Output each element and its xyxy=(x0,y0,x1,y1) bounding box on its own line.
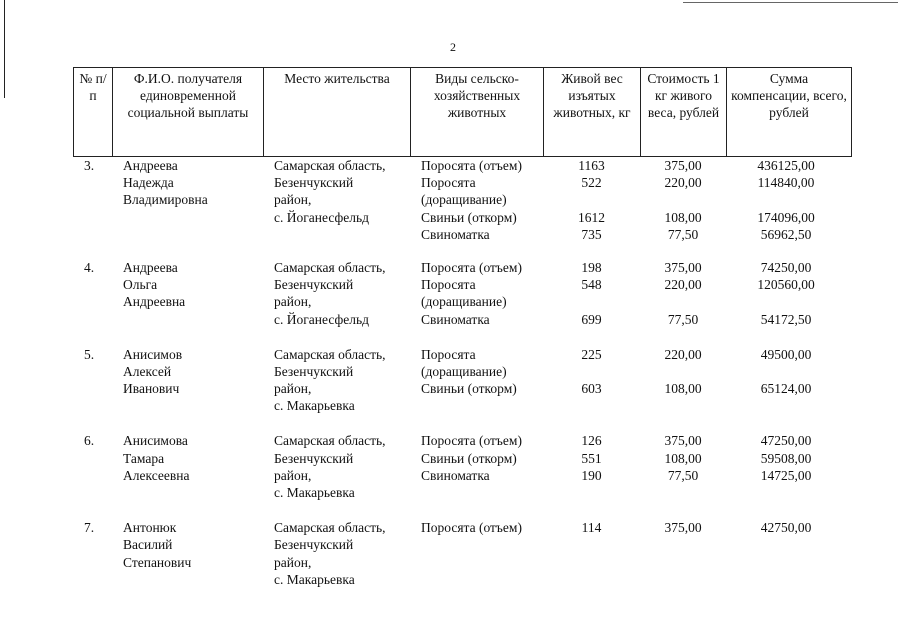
cell-price: 220,00 xyxy=(664,175,702,191)
header-price: Стоимость 1 кг живого веса, рублей xyxy=(641,68,727,157)
cell-total: 436125,00 xyxy=(757,158,815,173)
cell-kind: Свиньи (откорм) xyxy=(421,450,517,466)
cell-place: Безенчукский xyxy=(274,537,354,553)
cell-weight: 126 xyxy=(581,433,602,449)
record-line xyxy=(73,191,851,208)
cell-weight: 735 xyxy=(581,226,602,242)
cell-place: Безенчукский xyxy=(274,175,354,191)
cell-total: 65124,00 xyxy=(760,381,812,397)
cell-kind: Свиньи (откорм) xyxy=(421,209,517,225)
cell-name: Надежда xyxy=(123,175,174,191)
page-number: 2 xyxy=(450,40,456,54)
cell-place: Безенчукский xyxy=(274,363,354,379)
cell-total: 47250,00 xyxy=(760,433,812,449)
record-4 xyxy=(73,432,851,501)
cell-weight: 522 xyxy=(581,175,602,191)
record-line xyxy=(73,311,851,328)
cell-kind: (доращивание) xyxy=(421,192,507,208)
record-line xyxy=(73,536,851,553)
cell-kind: Поросята xyxy=(421,175,476,191)
top-rule-line xyxy=(683,2,898,3)
cell-num: 7. xyxy=(84,520,95,536)
cell-kind: Поросята (отъем) xyxy=(421,520,522,536)
cell-name: Алексеевна xyxy=(123,467,190,483)
cell-total: 14725,00 xyxy=(760,467,812,483)
cell-name: Анисимова xyxy=(123,433,188,449)
cell-total: 42750,00 xyxy=(760,520,812,536)
record-line xyxy=(73,484,851,501)
record-2 xyxy=(73,259,851,328)
cell-price: 375,00 xyxy=(664,520,702,536)
cell-place: с. Макарьевка xyxy=(274,571,355,587)
header-weight: Живой вес изъятых животных, кг xyxy=(544,68,641,157)
cell-name: Ольга xyxy=(123,277,158,293)
cell-price: 108,00 xyxy=(664,209,702,225)
record-line xyxy=(73,276,851,293)
header-name: Ф.И.О. получателя единовременной социальной выплаты xyxy=(113,68,264,157)
cell-weight: 548 xyxy=(581,277,602,293)
cell-weight: 114 xyxy=(581,520,602,536)
cell-kind: Свиноматка xyxy=(421,467,490,483)
cell-place: район, xyxy=(274,381,312,397)
record-3 xyxy=(73,346,851,415)
cell-place: с. Макарьевка xyxy=(274,485,355,500)
cell-total: 120560,00 xyxy=(757,277,815,293)
records-list xyxy=(73,157,851,588)
record-line xyxy=(73,226,851,243)
cell-price: 375,00 xyxy=(664,433,702,449)
cell-place: район, xyxy=(274,294,312,310)
cell-price: 108,00 xyxy=(664,381,702,397)
header-num: № п/п xyxy=(74,68,113,157)
record-line xyxy=(73,432,851,449)
cell-total: 114840,00 xyxy=(757,175,815,191)
cell-place: Самарская область, xyxy=(274,346,386,362)
table-header xyxy=(73,67,852,157)
record-line xyxy=(73,554,851,571)
cell-total: 56962,50 xyxy=(760,226,812,242)
header-place: Место жительства xyxy=(264,68,411,157)
cell-kind: Свиноматка xyxy=(421,226,490,242)
record-line xyxy=(73,571,851,588)
cell-price: 77,50 xyxy=(667,467,699,483)
cell-kind: Свиноматка xyxy=(421,311,490,327)
cell-price: 77,50 xyxy=(667,311,699,327)
record-line xyxy=(73,259,851,276)
cell-place: с. Йоганесфельд xyxy=(274,209,369,225)
cell-price: 108,00 xyxy=(664,450,702,466)
record-line xyxy=(73,397,851,414)
cell-kind: (доращивание) xyxy=(421,294,507,310)
page-edge-line xyxy=(4,0,5,98)
cell-place: район, xyxy=(274,192,312,208)
cell-name: Антонюк xyxy=(123,520,177,536)
cell-price: 220,00 xyxy=(664,277,702,293)
cell-price: 375,00 xyxy=(664,259,702,275)
cell-price: 220,00 xyxy=(664,346,702,362)
record-line xyxy=(73,174,851,191)
header-total: Сумма компенсации, всего, рублей xyxy=(727,68,852,157)
cell-kind: Поросята (отъем) xyxy=(421,158,522,173)
cell-kind: Поросята (отъем) xyxy=(421,433,522,449)
cell-num: 5. xyxy=(84,346,95,362)
cell-name: Анисимов xyxy=(123,346,183,362)
record-line xyxy=(73,346,851,363)
cell-total: 54172,50 xyxy=(760,311,812,327)
cell-weight: 190 xyxy=(581,467,602,483)
cell-name: Иванович xyxy=(123,381,180,397)
cell-place: Самарская область, xyxy=(274,520,386,536)
cell-place: район, xyxy=(274,467,312,483)
record-line xyxy=(73,363,851,380)
record-1 xyxy=(73,157,851,243)
cell-place: Самарская область, xyxy=(274,433,386,449)
cell-name: Андреева xyxy=(123,158,178,173)
record-line xyxy=(73,450,851,467)
cell-name: Василий xyxy=(123,537,173,553)
cell-price: 77,50 xyxy=(667,226,699,242)
cell-weight: 198 xyxy=(581,259,602,275)
cell-name: Андреевна xyxy=(123,294,186,310)
cell-weight: 225 xyxy=(581,346,602,362)
cell-name: Степанович xyxy=(123,554,192,570)
cell-place: Безенчукский xyxy=(274,277,354,293)
cell-total: 74250,00 xyxy=(760,259,812,275)
record-line xyxy=(73,209,851,226)
record-line xyxy=(73,519,851,536)
cell-name: Тамара xyxy=(123,450,165,466)
record-line xyxy=(73,157,851,174)
cell-place: Безенчукский xyxy=(274,450,354,466)
cell-kind: Поросята (отъем) xyxy=(421,259,522,275)
record-5 xyxy=(73,519,851,588)
header-kind: Виды сельско-хозяйственных животных xyxy=(411,68,544,157)
cell-kind: Поросята xyxy=(421,277,476,293)
cell-num: 4. xyxy=(84,259,95,275)
cell-kind: Свиньи (откорм) xyxy=(421,381,517,397)
cell-place: Самарская область, xyxy=(274,158,386,173)
cell-place: с. Йоганесфельд xyxy=(274,311,369,327)
cell-kind: Поросята xyxy=(421,346,476,362)
cell-weight: 699 xyxy=(581,311,602,327)
cell-kind: (доращивание) xyxy=(421,363,507,379)
cell-total: 59508,00 xyxy=(760,450,812,466)
cell-place: с. Макарьевка xyxy=(274,398,355,414)
cell-name: Владимировна xyxy=(123,192,208,208)
cell-name: Андреева xyxy=(123,259,178,275)
record-line xyxy=(73,467,851,484)
cell-price: 375,00 xyxy=(664,158,702,173)
cell-weight: 551 xyxy=(581,450,602,466)
cell-name: Алексей xyxy=(123,363,172,379)
cell-total: 174096,00 xyxy=(757,209,815,225)
cell-total: 49500,00 xyxy=(760,346,812,362)
record-line xyxy=(73,293,851,310)
cell-weight: 1612 xyxy=(578,209,605,225)
cell-place: Самарская область, xyxy=(274,259,386,275)
cell-num: 3. xyxy=(84,158,95,173)
cell-num: 6. xyxy=(84,433,95,449)
cell-weight: 603 xyxy=(581,381,602,397)
record-line xyxy=(73,380,851,397)
cell-place: район, xyxy=(274,554,312,570)
cell-weight: 1163 xyxy=(578,158,605,173)
